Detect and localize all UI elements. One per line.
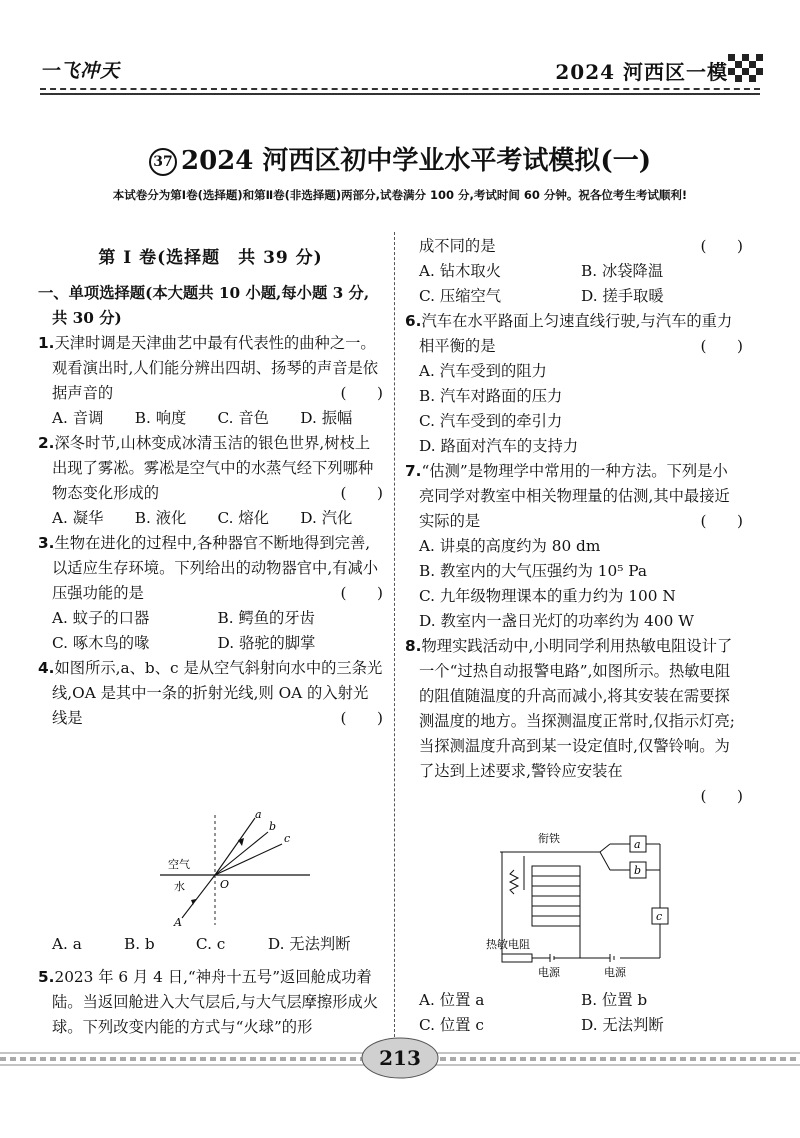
question-7-text: “估测”是物理学中常用的一种方法。下列是小亮同学对教室中相关物理量的估测,其中最接近实际的是 [419, 462, 730, 530]
option: C. 位置 c [419, 1016, 484, 1034]
option: C. 汽车受到的牵引力 [419, 412, 563, 430]
question-8-options [405, 988, 743, 1038]
alarm-circuit-diagram [480, 830, 680, 980]
option: A. 讲桌的高度约为 80 dm [419, 537, 601, 555]
question-8-text: 物理实践活动中,小明同学利用热敏电阻设计了一个“过热自动报警电路”,如图所示。热敏电阻的阻值随温度的升高而减小,将其安装在需要探测温度的地方。当探测温度正常时,仅指示灯亮;当探测温度升高到某一设定值时,仅警铃响。为了达到上述要求,警铃应安装在 [419, 637, 735, 780]
option: D. 骆驼的脚掌 [217, 634, 316, 652]
option: B. 响度 [134, 409, 187, 427]
option: C. 压缩空气 [419, 287, 502, 305]
question-7: 7.“估测”是物理学中常用的一种方法。下列是小亮同学对教室中相关物理量的估测,其中最接近实际的是 ( ) [405, 459, 743, 534]
option: D. 无法判断 [267, 935, 351, 953]
point-o-label: O [220, 878, 230, 891]
question-1-options [38, 406, 383, 431]
thermistor-label: 热敏电阻 [486, 938, 530, 951]
position-c-label: c [656, 910, 663, 923]
answer-paren: ( ) [340, 384, 383, 402]
question-5: 5.2023 年 6 月 4 日,“神舟十五号”返回舱成功着陆。当返回舱进入大气层后,与大气层摩擦形成火球。下列改变内能的方式与“火球”的形 [38, 968, 379, 1036]
option: A. a [52, 935, 82, 953]
option: B. 汽车对路面的压力 [419, 387, 563, 405]
question-2-text: 深冬时节,山林变成冰清玉洁的银色世界,树枝上出现了雾凇。雾凇是空气中的水蒸气经下列哪种物态变化形成的 [52, 434, 374, 502]
answer-paren: ( ) [700, 337, 743, 355]
ray-a-label: a [255, 810, 262, 821]
question-3-options [38, 606, 383, 631]
option: B. 位置 b [581, 991, 648, 1009]
position-b-label: b [634, 864, 642, 877]
option: C. 熔化 [217, 509, 269, 527]
page-number-badge [360, 1036, 440, 1080]
option: B. b [123, 935, 155, 953]
point-a-label: A [174, 916, 182, 929]
question-4: 4.如图所示,a、b、c 是从空气斜射向水中的三条光线,OA 是其中一条的折射光线,则 OA 的入射光线是 ( ) [38, 656, 383, 731]
option: D. 教室内一盏日光灯的功率约为 400 W [419, 612, 694, 630]
question-1: 1.天津时调是天津曲艺中最有代表性的曲种之一。观看演出时,人们能分辨出四胡、扬琴的声音是依据声音的 ( ) [38, 331, 383, 406]
answer-paren: ( ) [700, 237, 743, 255]
header-rule [40, 93, 760, 95]
water-label: 水 [174, 880, 185, 893]
question-2-options [38, 506, 383, 531]
option: A. 蚊子的口器 [52, 609, 150, 627]
option: D. 汽化 [300, 509, 353, 527]
question-5-continued: 成不同的是 ( ) [405, 234, 743, 259]
part1-heading: 第 Ⅰ 卷(选择题 共 39 分) [98, 248, 323, 268]
refraction-diagram [160, 810, 310, 930]
power-source-label: 电源 [538, 966, 560, 979]
column-divider [394, 232, 395, 1037]
position-a-label: a [634, 838, 641, 851]
question-8: 8.物理实践活动中,小明同学利用热敏电阻设计了一个“过热自动报警电路”,如图所示。热敏电阻的阻值随温度的升高而减小,将其安装在需要探测温度的地方。当探测温度正常时,仅指示灯亮;当探测温度升高到某一设定值时,仅警铃响。为了达到上述要求,警铃应安装在 [405, 637, 735, 780]
option: A. 汽车受到的阻力 [419, 362, 547, 380]
paper-title [0, 140, 800, 177]
option: D. 路面对汽车的支持力 [419, 437, 579, 455]
ray-c-label: c [284, 832, 291, 845]
running-title: 2024 河西区一模 [555, 60, 728, 84]
question-5-text: 2023 年 6 月 4 日,“神舟十五号”返回舱成功着陆。当返回舱进入大气层后,与大气层摩擦形成火球。下列改变内能的方式与“火球”的形 [52, 968, 379, 1036]
option: B. 液化 [134, 509, 187, 527]
question-3-text: 生物在进化的过程中,各种器官不断地得到完善,以适应生存环境。下列给出的动物器官中,有减小压强功能的是 [52, 534, 379, 602]
option: A. 位置 a [419, 991, 485, 1009]
option: D. 无法判断 [581, 1016, 664, 1034]
option: B. 冰袋降温 [581, 262, 664, 280]
paper-title-text: 2024 河西区初中学业水平考试模拟(一) [180, 146, 652, 176]
answer-paren: ( ) [340, 709, 383, 727]
question-1-text: 天津时调是天津曲艺中最有代表性的曲种之一。观看演出时,人们能分辨出四胡、扬琴的声音是依据声音的 [52, 334, 379, 402]
option: C. c [195, 935, 226, 953]
section1-heading: 一、单项选择题(本大题共 10 小题,每小题 3 分,共 30 分) [38, 284, 370, 327]
paper-number: 37 [149, 148, 177, 176]
right-column [405, 234, 743, 809]
question-5-options [405, 284, 743, 309]
answer-paren: ( ) [700, 512, 743, 530]
option: A. 音调 [52, 409, 104, 427]
exam-instructions: 本试卷分为第Ⅰ卷(选择题)和第Ⅱ卷(非选择题)两部分,试卷满分 100 分,考试时间 60 分钟。祝各位考生考试顺利! [112, 188, 688, 202]
option: B. 教室内的大气压强约为 10⁵ Pa [419, 562, 647, 580]
question-4-text: 如图所示,a、b、c 是从空气斜射向水中的三条光线,OA 是其中一条的折射光线,则 OA 的入射光线是 [52, 659, 383, 727]
header-dashed-rule [40, 88, 760, 90]
question-6: 6.汽车在水平路面上匀速直线行驶,与汽车的重力相平衡的是 ( ) [405, 309, 743, 359]
ray-b-label: b [269, 820, 277, 833]
armature-label: 衔铁 [538, 832, 560, 845]
question-3-options [38, 631, 383, 656]
option: D. 振幅 [300, 409, 353, 427]
answer-paren: ( ) [700, 787, 743, 805]
question-5-options [405, 259, 743, 284]
option: A. 钻木取火 [419, 262, 501, 280]
left-column-bottom [38, 932, 383, 1040]
option: B. 鳄鱼的牙齿 [217, 609, 315, 627]
power-source-label: 电源 [604, 966, 626, 979]
checker-decoration [728, 54, 762, 88]
air-label: 空气 [168, 858, 190, 871]
brand-logo: 一飞冲天 [40, 60, 121, 82]
option: A. 凝华 [52, 509, 104, 527]
question-6-text: 汽车在水平路面上匀速直线行驶,与汽车的重力相平衡的是 [419, 312, 733, 355]
answer-paren: ( ) [340, 484, 383, 502]
left-column [38, 246, 383, 731]
option: D. 搓手取暖 [581, 287, 664, 305]
question-4-options [38, 932, 383, 957]
option: C. 啄木鸟的喙 [52, 634, 150, 652]
answer-paren: ( ) [340, 584, 383, 602]
option: C. 九年级物理课本的重力约为 100 N [419, 587, 676, 605]
question-2: 2.深冬时节,山林变成冰清玉洁的银色世界,树枝上出现了雾凇。雾凇是空气中的水蒸气经下列哪种物态变化形成的 ( ) [38, 431, 383, 506]
question-3: 3.生物在进化的过程中,各种器官不断地得到完善,以适应生存环境。下列给出的动物器官中,有减小压强功能的是 ( ) [38, 531, 383, 606]
page-number: 213 [379, 1046, 421, 1070]
option: C. 音色 [217, 409, 269, 427]
